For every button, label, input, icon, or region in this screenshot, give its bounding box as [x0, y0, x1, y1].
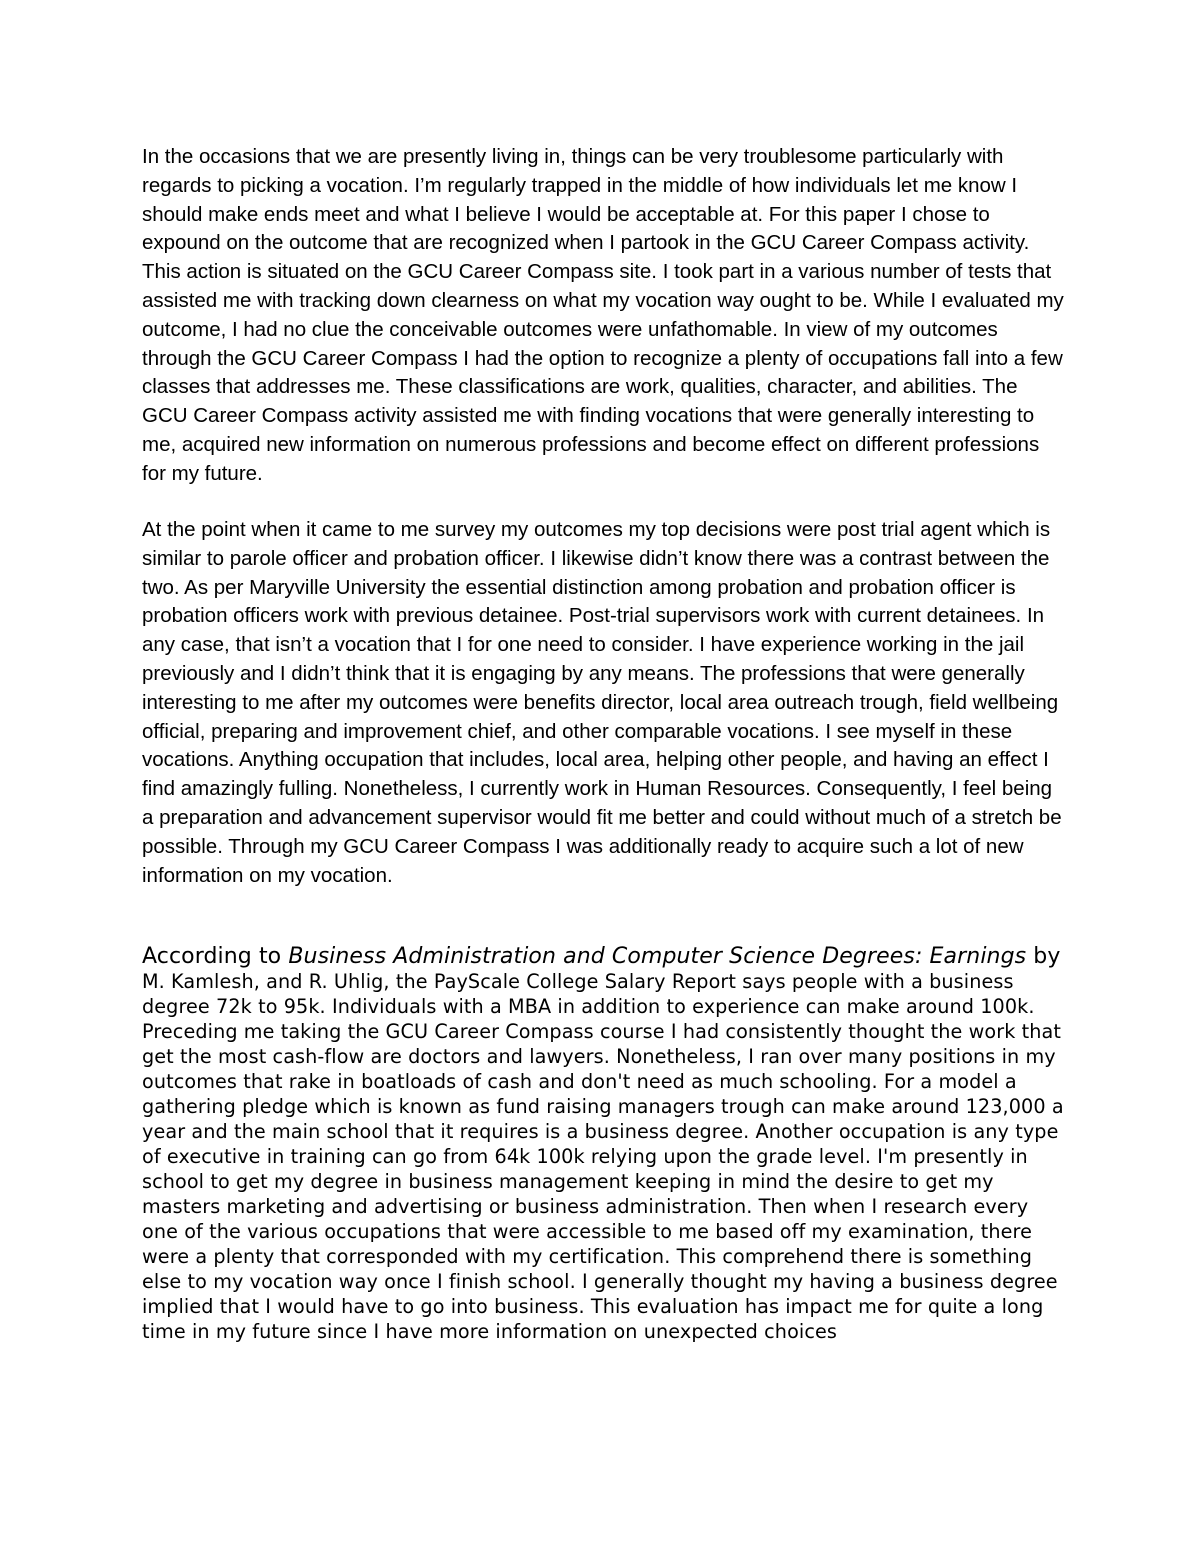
- paragraph-by-text: by: [1026, 944, 1061, 969]
- paragraph-career-results: At the point when it came to me survey my outcomes my top decisions were post trial agent which is similar to parole officer and probation officer. I likewise didn’t know there was a contrast between the two. As per Maryville University the essential distinction among probation and probation officer is probation officers work with previous detainee. Post-trial supervisors work with current detainees. In any case, that isn’t a vocation that I for one need to consider. I have experience working in the jail previously and I didn’t think that it is engaging by any means. The professions that were generally interesting to me after my outcomes were benefits director, local area outreach trough, field wellbeing official, preparing and improvement chief, and other comparable vocations. I see myself in these vocations. Anything occupation that includes, local area, helping other people, and having an effect I find amazingly fulling. Nonetheless, I currently work in Human Resources. Consequently, I feel being a preparation and advancement supervisor would fit me better and could without much of a stretch be possible. Through my GCU Career Compass I was additionally ready to acquire such a lot of new information on my vocation.: [142, 518, 1062, 887]
- paragraph-career-compass-intro: In the occasions that we are presently living in, things can be very troublesome particularly with regards to picking a vocation. I’m regularly trapped in the middle of how individuals let me know I should make ends meet and what I believe I would be acceptable at. For this paper I chose to expound on the outcome that are recognized when I partook in the GCU Career Compass activity. This action is situated on the GCU Career Compass site. I took part in a various number of tests that assisted me with tracking down clearness on what my vocation way ought to be. While I evaluated my outcome, I had no clue the conceivable outcomes were unfathomable. In view of my outcomes through the GCU Career Compass I had the option to recognize a plenty of occupations fall into a few classes that addresses me. These classifications are work, qualities, character, and abilities. The GCU Career Compass activity assisted me with finding vocations that were generally interesting to me, acquired new information on numerous professions and become effect on different professions for my future.: [142, 145, 1064, 485]
- paragraph-lead-text: According to: [142, 944, 289, 969]
- paragraph-earnings: [142, 944, 1067, 1344]
- paragraph-body-text: M. Kamlesh, and R. Uhlig, the PayScale College Salary Report says people with a business degree 72k to 95k. Individuals with a MBA in addition to experience can make around 100k. Preceding me taking the GCU Career Compass course I had consistently thought the work that get the most cash-flow are doctors and lawyers. Nonetheless, I ran over many positions in my outcomes that rake in boatloads of cash and don't need as much schooling. For a model a gathering pledge which is known as fund raising managers trough can make around 123,000 a year and the main school that it requires is a business degree. Another occupation is any type of executive in training can go from 64k 100k relying upon the grade level. I'm presently in school to get my degree in business management keeping in mind the desire to get my masters marketing and advertising or business administration. Then when I research every one of the various occupations that were accessible to me based off my examination, there were a plenty that corresponded with my certification. This comprehend there is something else to my vocation way once I finish school. I generally thought my having a business degree implied that I would have to go into business. This evaluation has impact me for quite a long time in my future since I have more information on unexpected choices: [142, 970, 1064, 1343]
- cited-work-title: Business Administration and Computer Science Degrees: Earnings: [288, 944, 1027, 969]
